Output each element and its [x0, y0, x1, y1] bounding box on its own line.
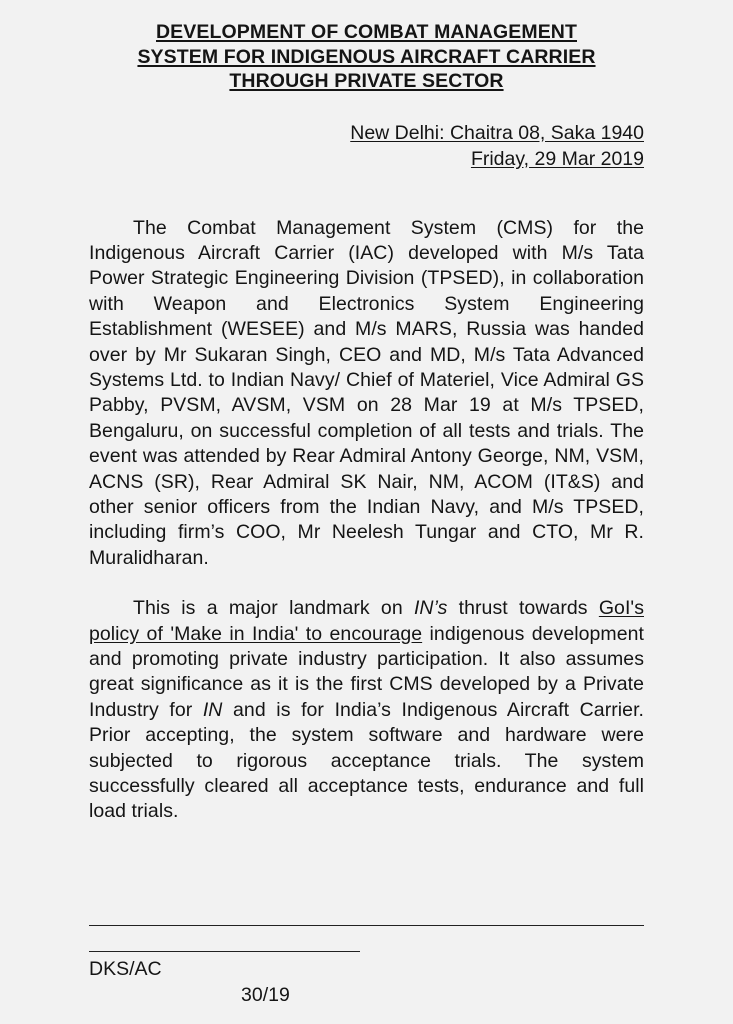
paragraph-1-text: The Combat Management System (CMS) for the Indigenous Aircraft Carrier (IAC) developed with M/s Tata Power Strategic Engineering Division (TPSED), in collaboration with Weapon and Electronics System Engineering Establishment (WESEE) and M/s MARS, Russia was handed over by Mr Sukaran Singh, CEO and MD, M/s Tata Advanced Systems Ltd. to Indian Navy/ Chief of Materiel, Vice Admiral GS Pabby, PVSM, AVSM, VSM on 28 Mar 19 at M/s TPSED, Bengaluru, on successful completion of all tests and trials. The event was attended by Rear Admiral Antony George, NM, VSM, ACNS (SR), Rear Admiral SK Nair, NM, ACOM (IT&S) and other senior officers from the Indian Navy, and M/s TPSED, including firm’s COO, Mr Neelesh Tungar and CTO, Mr R. Muralidharan. — [89, 216, 644, 569]
dateline — [89, 120, 644, 172]
paragraph-2-part-3: indigenous development and promoting private industry participation. It also assumes great significance as it is the first CMS developed by a Private Industry for — [89, 622, 644, 721]
paragraph-2-part-1: This is a major landmark on — [133, 597, 414, 620]
title-line-1: DEVELOPMENT OF COMBAT MANAGEMENT — [156, 21, 577, 43]
paragraph-2-italic-2: IN — [202, 698, 223, 721]
divider-rule-short — [89, 951, 360, 952]
release-number: 30/19 — [241, 984, 290, 1006]
body-paragraph-1 — [89, 216, 644, 572]
title-line-2: SYSTEM FOR INDIGENOUS AIRCRAFT CARRIER — [137, 45, 596, 68]
day-date: Friday, 29 Mar 2019 — [470, 147, 644, 170]
divider-rule-long — [89, 925, 644, 926]
paragraph-2-part-4: and is for India’s Indigenous Aircraft Carrier. Prior accepting, the system software and hardware were subjected to rigorous acceptance trials. The system successfully cleared all acceptance tests, endurance and full load trials. — [89, 698, 645, 823]
page-title — [89, 0, 644, 94]
author-initials: DKS/AC — [89, 958, 162, 980]
body-paragraph-2 — [89, 596, 644, 825]
title-line-3: THROUGH PRIVATE SECTOR — [229, 70, 504, 92]
paragraph-2-italic-1: IN’s — [413, 597, 448, 620]
place-date: New Delhi: Chaitra 08, Saka 1940 — [350, 121, 644, 144]
paragraph-2-underlined: GoI's policy of 'Make in India' to encourage — [89, 597, 644, 645]
paragraph-2-part-2: thrust towards — [447, 597, 599, 620]
